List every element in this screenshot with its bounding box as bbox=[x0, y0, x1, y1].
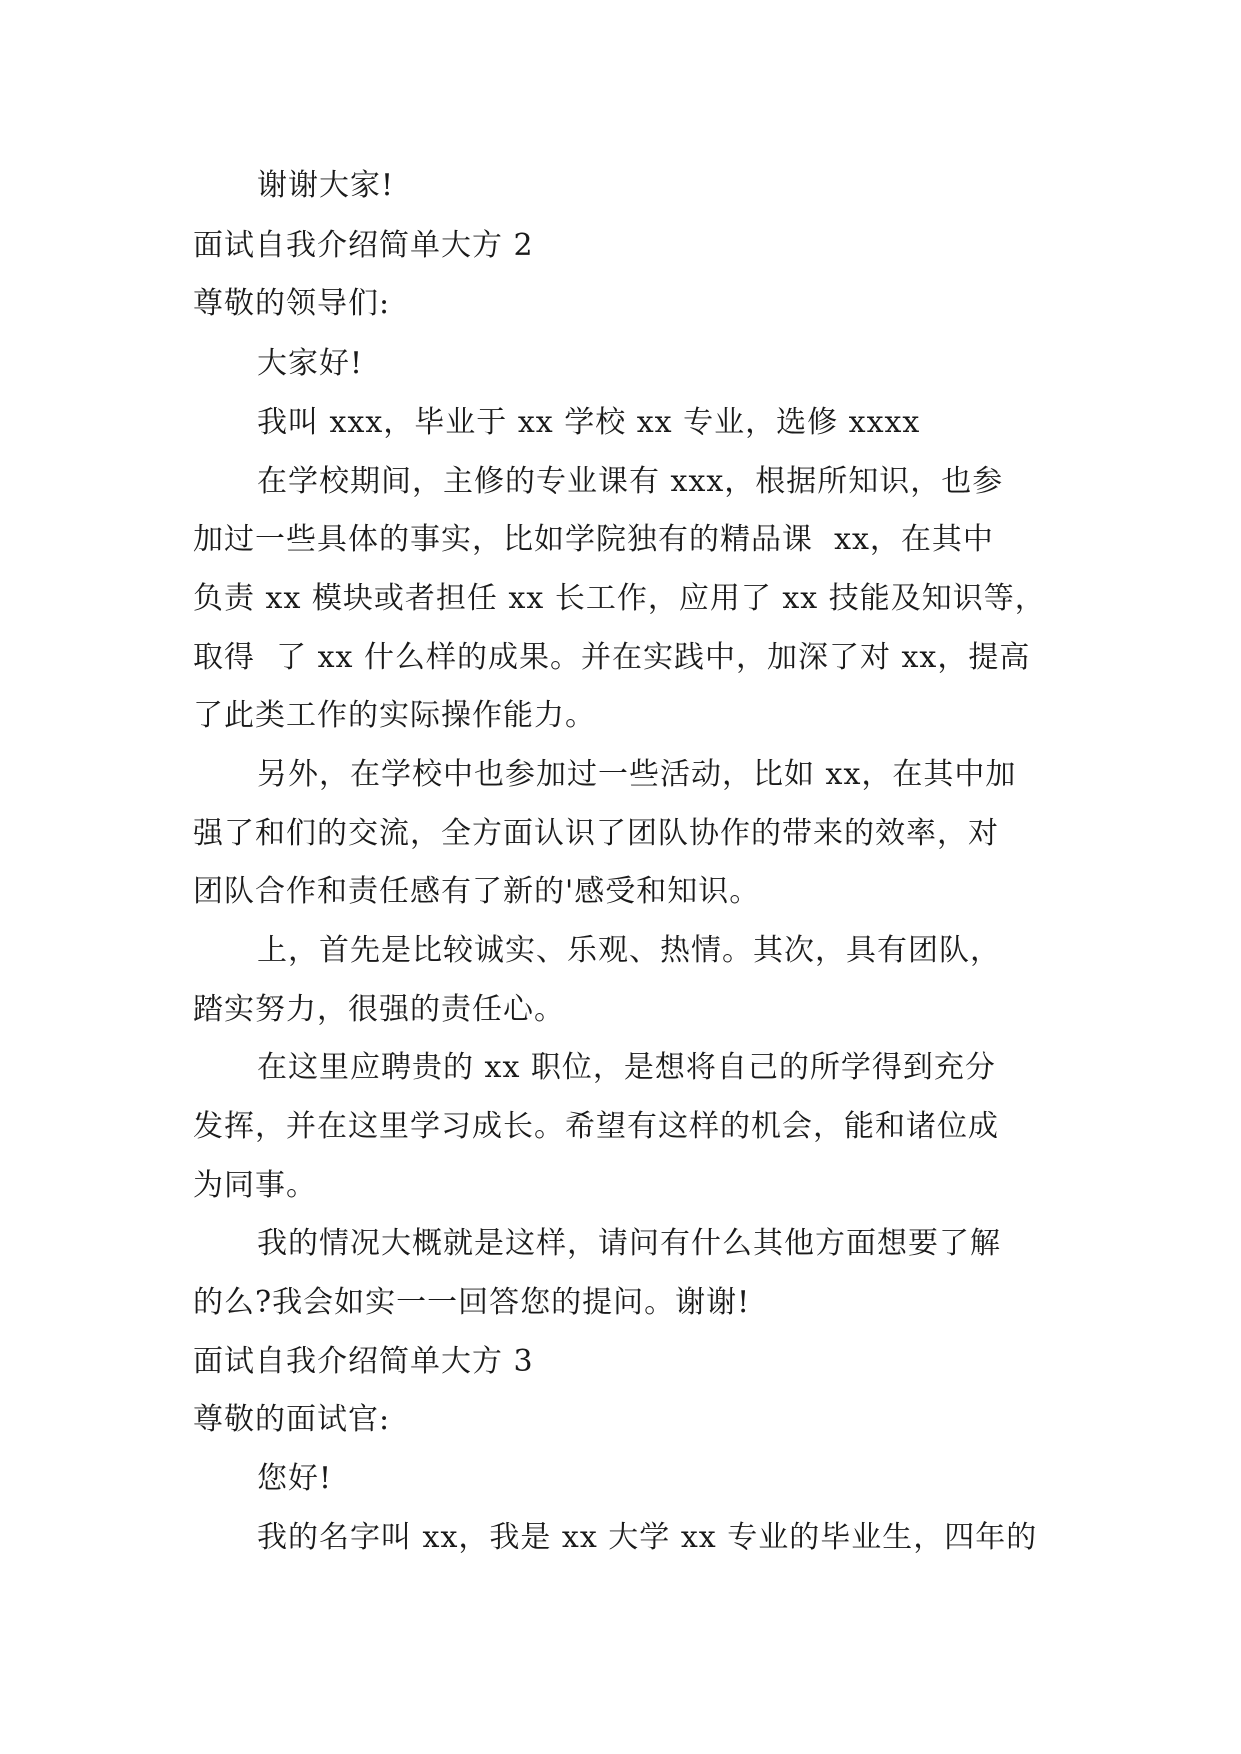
paragraph-line: 为同事。 bbox=[193, 1168, 317, 1203]
paragraph-line: 了此类工作的实际操作能力。 bbox=[193, 698, 596, 733]
paragraph-line: 发挥，并在这里学习成长。希望有这样的机会，能和诸位成 bbox=[193, 1109, 999, 1144]
section-heading-2: 面试自我介绍简单大方 2 bbox=[193, 228, 534, 263]
paragraph-line: 上，首先是比较诚实、乐观、热情。其次，具有团队， bbox=[257, 933, 1001, 968]
paragraph-line: 的么?我会如实一一回答您的提问。谢谢! bbox=[193, 1285, 751, 1320]
paragraph-line: 负责 xx 模块或者担任 xx 长工作，应用了 xx 技能及知识等， bbox=[193, 581, 1046, 616]
greeting: 您好! bbox=[257, 1461, 333, 1496]
salutation-leaders: 尊敬的领导们: bbox=[193, 286, 391, 321]
paragraph-line: 踏实努力，很强的责任心。 bbox=[193, 992, 565, 1027]
section-heading-3: 面试自我介绍简单大方 3 bbox=[193, 1344, 534, 1379]
paragraph-line: 加过一些具体的事实，比如学院独有的精品课 xx，在其中 bbox=[193, 522, 994, 557]
paragraph-line: 我叫 xxx，毕业于 xx 学校 xx 专业，选修 xxxx bbox=[257, 405, 921, 440]
paragraph-line: 另外，在学校中也参加过一些活动，比如 xx，在其中加 bbox=[257, 757, 1017, 792]
paragraph-line: 我的名字叫 xx，我是 xx 大学 xx 专业的毕业生，四年的 bbox=[257, 1520, 1038, 1555]
paragraph-line: 我的情况大概就是这样，请问有什么其他方面想要了解 bbox=[257, 1226, 1001, 1261]
salutation-interviewer: 尊敬的面试官: bbox=[193, 1402, 391, 1437]
paragraph-line: 在学校期间，主修的专业课有 xxx，根据所知识，也参 bbox=[257, 464, 1004, 499]
paragraph-line: 团队合作和责任感有了新的'感受和知识。 bbox=[193, 874, 761, 909]
greeting: 大家好! bbox=[257, 346, 364, 381]
closing-thanks: 谢谢大家! bbox=[257, 168, 395, 203]
paragraph-line: 在这里应聘贵的 xx 职位，是想将自己的所学得到充分 bbox=[257, 1050, 996, 1085]
paragraph-line: 强了和们的交流，全方面认识了团队协作的带来的效率，对 bbox=[193, 816, 999, 851]
paragraph-line: 取得 了 xx 什么样的成果。并在实践中，加深了对 xx，提高 bbox=[193, 640, 1031, 675]
